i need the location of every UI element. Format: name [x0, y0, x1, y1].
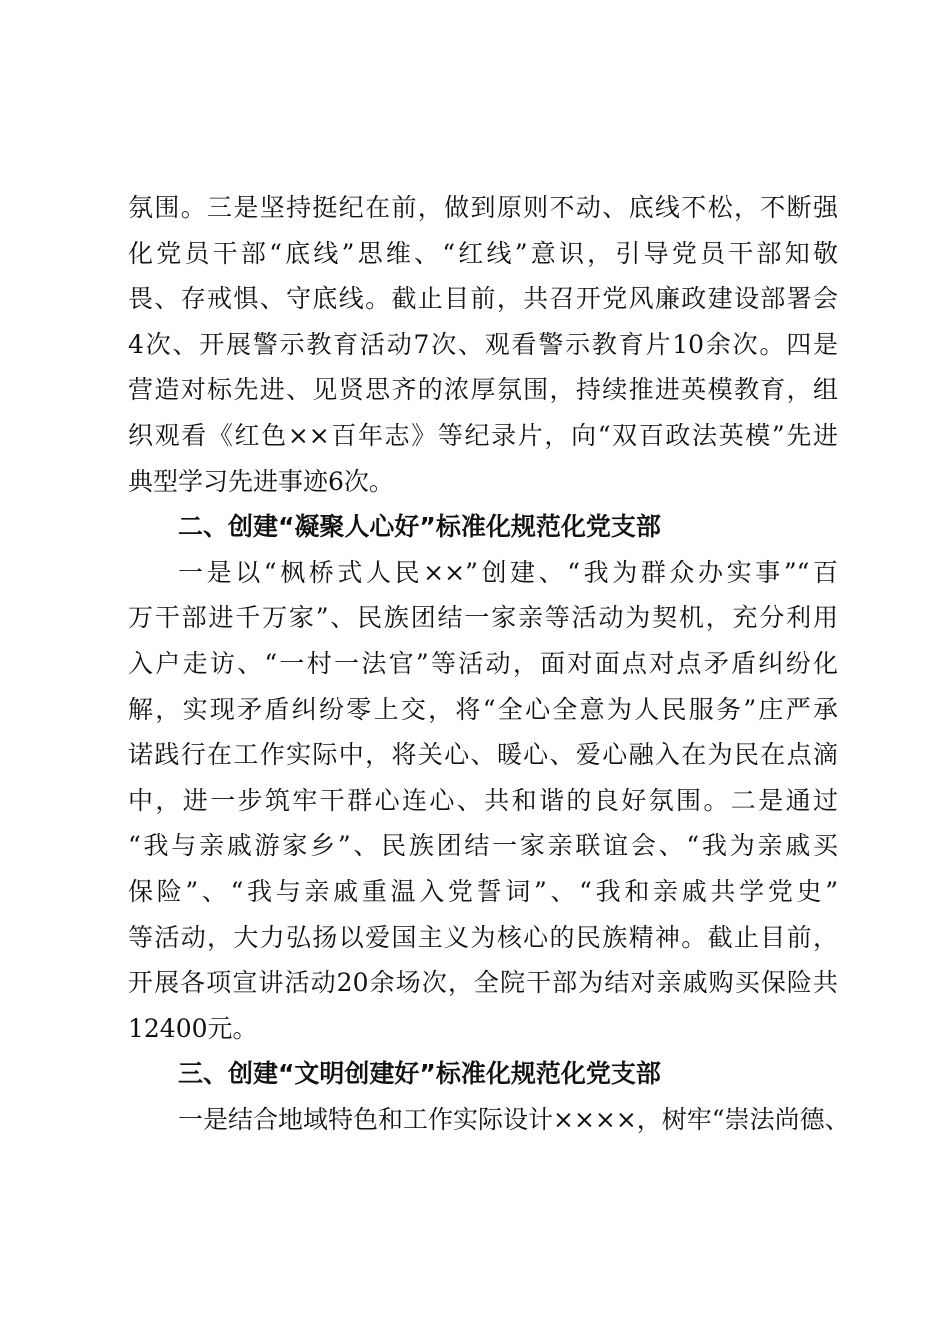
paragraph-line: 典型学习先进事迹6次。 [128, 466, 394, 496]
paragraph-line: 等活动，大力弘扬以爱国主义为核心的民族精神。截止目前， [128, 922, 838, 952]
paragraph-line: 诺践行在工作实际中，将关心、暖心、爱心融入在为民在点滴 [128, 740, 838, 770]
paragraph-line: 解，实现矛盾纠纷零上交，将“全心全意为人民服务”庄严承 [128, 694, 838, 724]
paragraph-line: 畏、存戒惧、守底线。截止目前，共召开党风廉政建设部署会 [128, 284, 838, 314]
paragraph-line: 一是结合地域特色和工作实际设计××××，树牢“崇法尚德、 [178, 1104, 850, 1134]
paragraph-line: 化党员干部“底线”思维、“红线”意识，引导党员干部知敬 [128, 238, 838, 268]
paragraph-line: 12400元。 [128, 1013, 258, 1043]
paragraph-line: “我与亲戚游家乡”、民族团结一家亲联谊会、“我为亲戚买 [128, 831, 838, 861]
section-heading-2: 二、创建“凝聚人心好”标准化规范化党支部 [178, 512, 661, 542]
paragraph-line: 保险”、“我与亲戚重温入党誓词”、“我和亲戚共学党史” [128, 876, 838, 906]
paragraph-line: 织观看《红色××百年志》等纪录片，向“双百政法英模”先进 [128, 420, 838, 450]
paragraph-line: 中，进一步筑牢干群心连心、共和谐的良好氛围。二是通过 [128, 785, 838, 815]
paragraph-line: 4次、开展警示教育活动7次、观看警示教育片10余次。四是 [128, 329, 838, 359]
paragraph-line: 万干部进千万家”、民族团结一家亲等活动为契机，充分利用 [128, 603, 838, 633]
section-heading-3: 三、创建“文明创建好”标准化规范化党支部 [178, 1059, 661, 1089]
paragraph-line: 营造对标先进、见贤思齐的浓厚氛围，持续推进英模教育，组 [128, 375, 838, 405]
paragraph-line: 氛围。三是坚持挺纪在前，做到原则不动、底线不松，不断强 [128, 193, 838, 222]
paragraph-line: 入户走访、“一村一法官”等活动，面对面点对点矛盾纠纷化 [128, 648, 838, 678]
paragraph-line: 一是以“枫桥式人民××”创建、“我为群众办实事”“百 [178, 557, 838, 587]
document-body [128, 185, 850, 1142]
paragraph-line: 开展各项宣讲活动20余场次，全院干部为结对亲戚购买保险共 [128, 968, 838, 998]
